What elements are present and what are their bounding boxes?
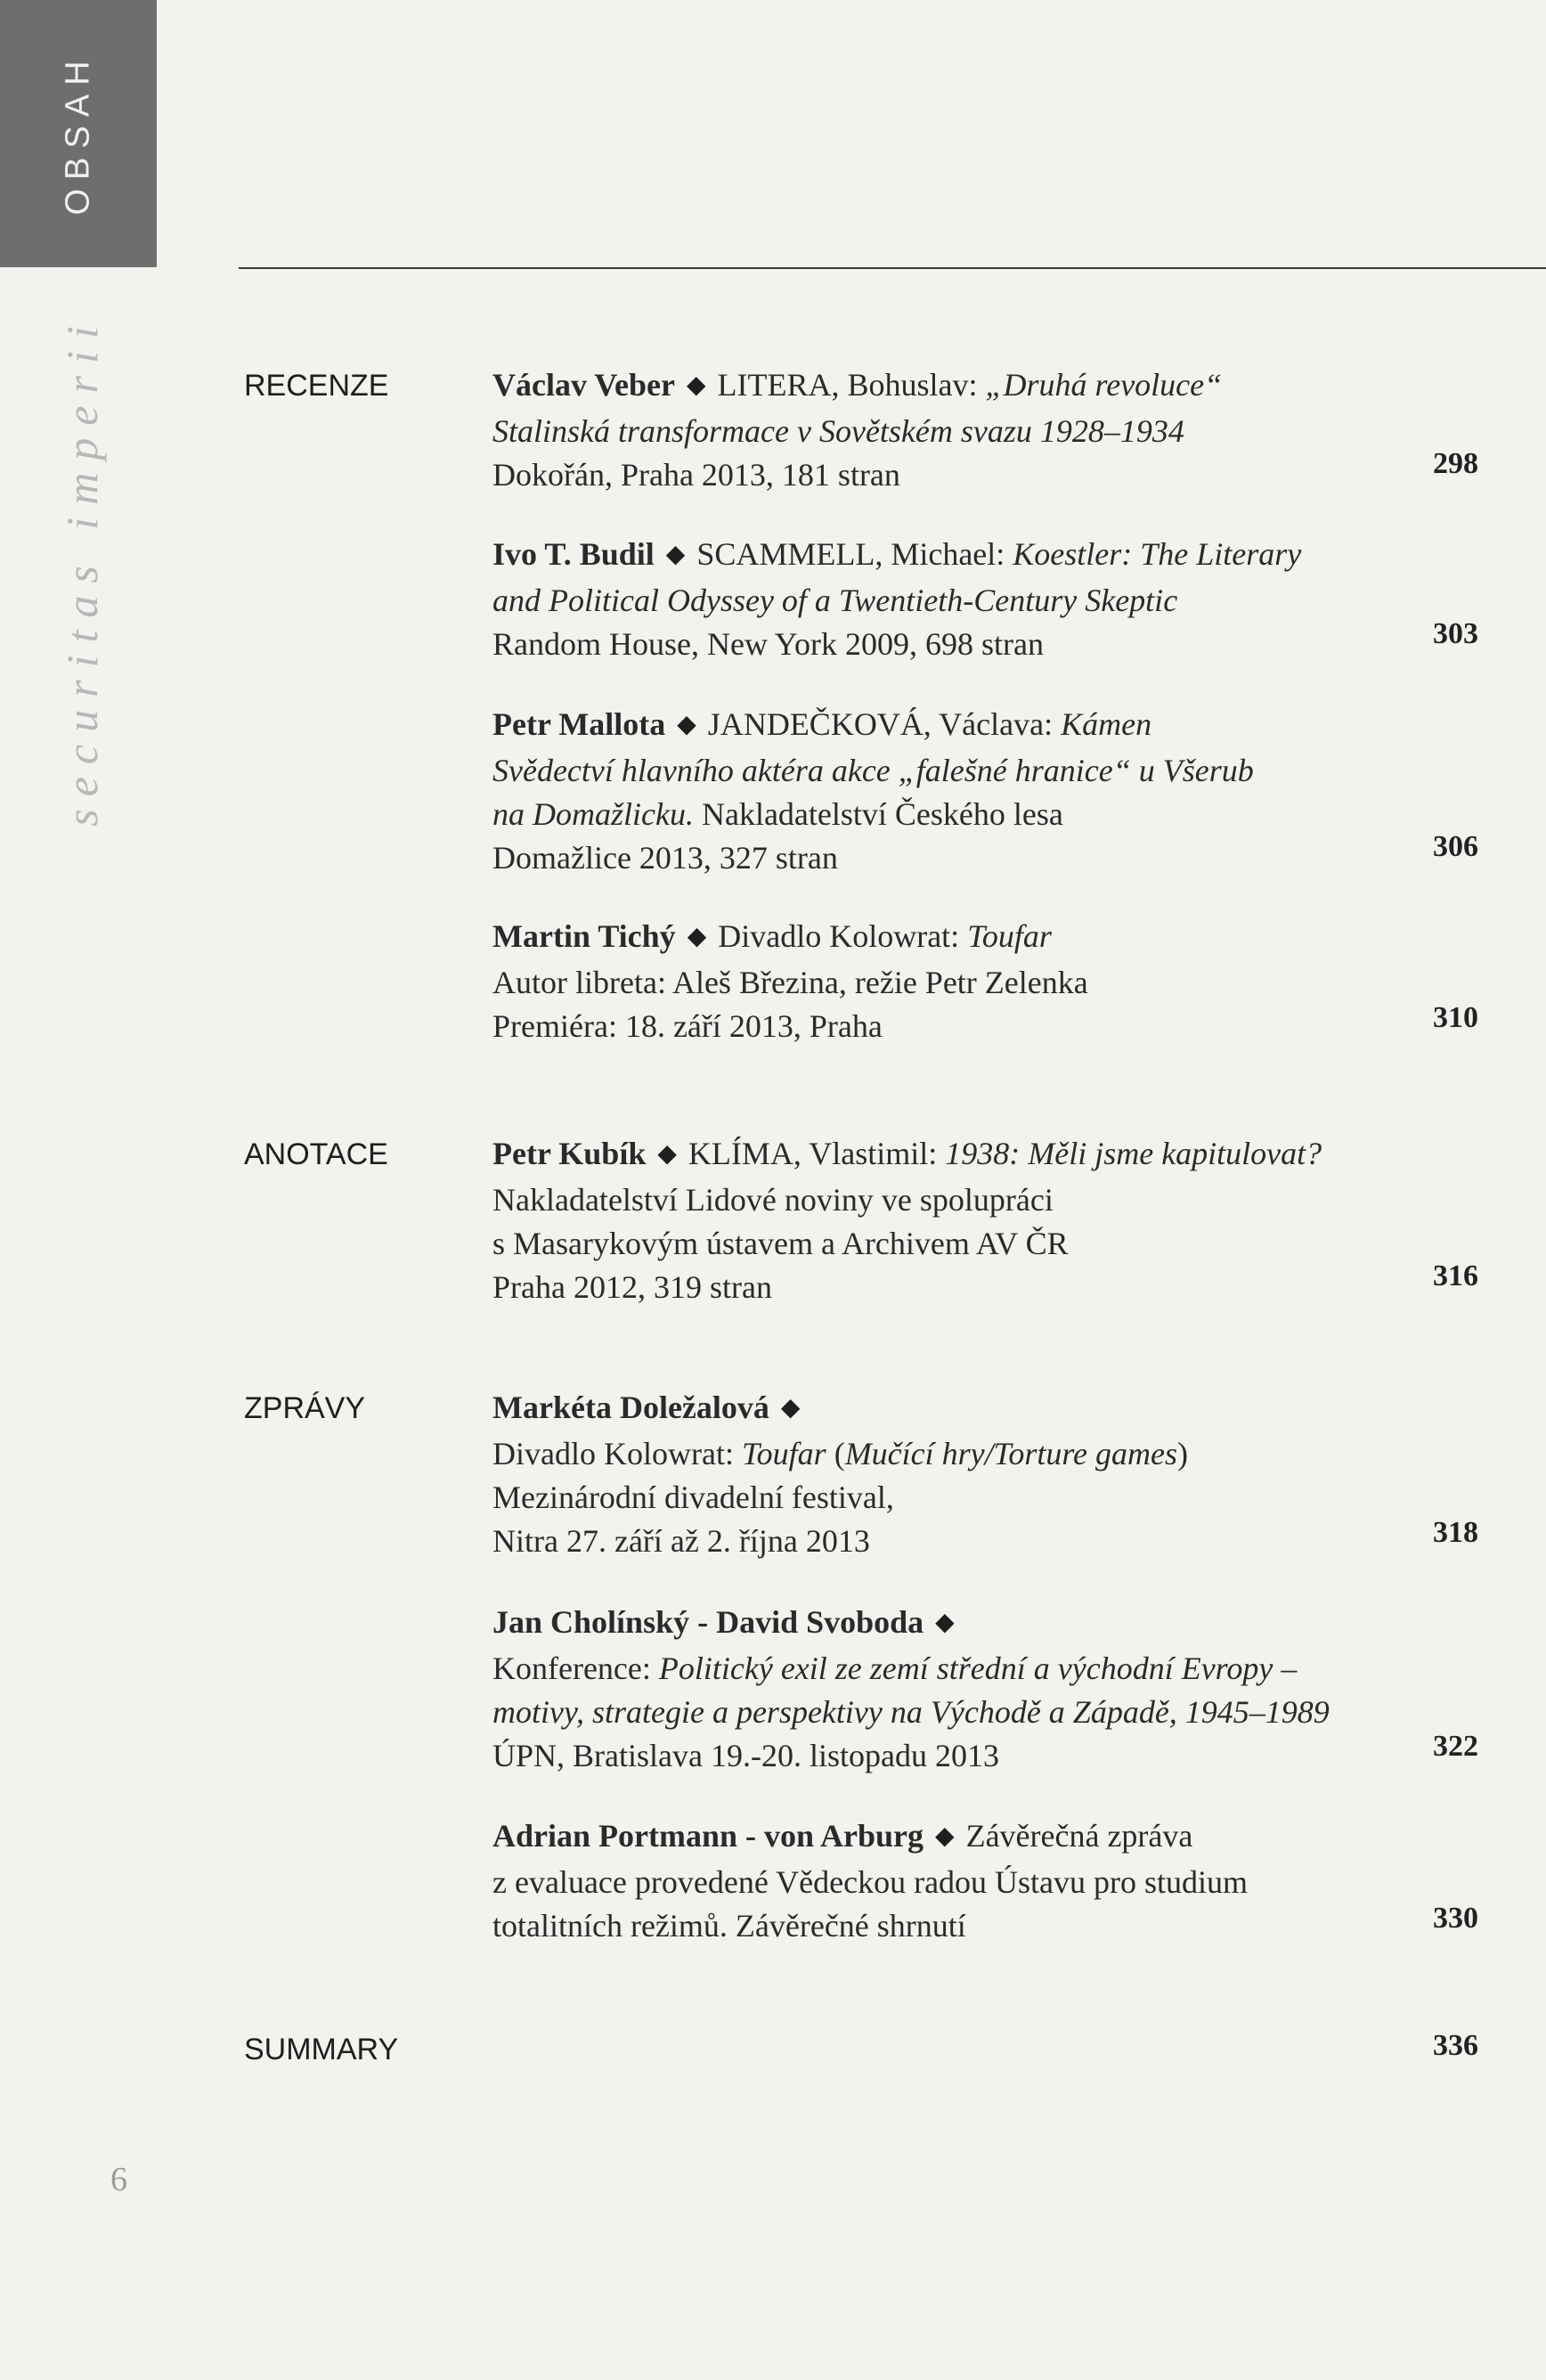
section-tab: [0, 0, 157, 267]
entry-title: Koestler: The Literary: [1013, 536, 1302, 572]
entry-title: „Druhá revoluce“: [985, 367, 1223, 403]
entry-author: Ivo T. Budil: [492, 536, 655, 572]
section-recenze: RECENZE: [244, 369, 389, 403]
entry-publisher: Praha 2012, 319 stran: [492, 1269, 772, 1305]
page-number: 306: [1433, 830, 1478, 863]
toc-entry[interactable]: [492, 703, 1383, 880]
entry-text: Autor libreta: Aleš Březina, režie Petr Zelenka: [492, 965, 1088, 1000]
entry-text: Nitra 27. září až 2. října 2013: [492, 1523, 870, 1559]
toc-entry[interactable]: [492, 915, 1383, 1048]
toc-entry[interactable]: [492, 363, 1383, 497]
section-zpravy: ZPRÁVY: [244, 1391, 366, 1425]
entry-title: Politický exil ze zemí střední a východní Evropy –: [658, 1651, 1298, 1686]
tab-label: OBSAH: [59, 52, 97, 216]
entry-text: totalitních režimů. Závěrečné shrnutí: [492, 1908, 966, 1944]
entry-text: (: [826, 1436, 845, 1471]
entry-publisher: Random House, New York 2009, 698 stran: [492, 626, 1044, 662]
entry-publisher: Domažlice 2013, 327 stran: [492, 840, 838, 876]
entry-text: JANDEČKOVÁ, Václava:: [707, 706, 1062, 742]
entry-title: Stalinská transformace v Sovětském svazu 1928–1934: [492, 413, 1184, 449]
diamond-icon: ◆: [780, 1394, 801, 1422]
entry-title: na Domažlicku.: [492, 796, 694, 832]
entry-author: Jan Cholínský - David Svoboda: [492, 1604, 924, 1640]
entry-title: Toufar: [741, 1436, 826, 1471]
page-number: 298: [1433, 447, 1478, 480]
entry-text: Mezinárodní divadelní festival,: [492, 1479, 894, 1515]
entry-text: Divadlo Kolowrat:: [718, 918, 968, 954]
page-number: 330: [1433, 1902, 1478, 1935]
entry-author: Adrian Portmann - von Arburg: [492, 1818, 924, 1854]
toc-entry[interactable]: [492, 533, 1383, 666]
entry-text: SCAMMELL, Michael:: [696, 536, 1013, 572]
entry-author: Petr Kubík: [492, 1136, 647, 1171]
toc-entry[interactable]: [492, 1132, 1383, 1309]
entry-text: z evaluace provedené Vědeckou radou Ústavu pro studium: [492, 1864, 1249, 1900]
toc-entry[interactable]: [492, 1386, 1383, 1563]
entry-text: KLÍMA, Vlastimil:: [688, 1136, 946, 1171]
diamond-icon: ◆: [686, 371, 706, 399]
toc-entry[interactable]: [492, 1814, 1383, 1948]
entry-publisher: Nakladatelství Českého lesa: [693, 796, 1063, 832]
entry-title: and Political Odyssey of a Twentieth-Century Skeptic: [492, 583, 1178, 618]
entry-publisher: Nakladatelství Lidové noviny ve spolupráci: [492, 1182, 1054, 1218]
page-number: 322: [1433, 1730, 1478, 1763]
diamond-icon: ◆: [935, 1609, 955, 1636]
toc-entry[interactable]: [492, 1601, 1383, 1778]
entry-text: ): [1177, 1436, 1188, 1471]
page-number: 310: [1433, 1001, 1478, 1034]
entry-author: Petr Mallota: [492, 706, 666, 742]
diamond-icon: ◆: [935, 1822, 955, 1850]
entry-author: Markéta Doležalová: [492, 1390, 769, 1425]
entry-text: ÚPN, Bratislava 19.-20. listopadu 2013: [492, 1738, 999, 1773]
entry-title: Kámen: [1061, 706, 1152, 742]
entry-title: Toufar: [967, 918, 1052, 954]
entry-author: Martin Tichý: [492, 918, 676, 954]
page-number: 316: [1433, 1259, 1478, 1292]
entry-text: LITERA, Bohuslav:: [717, 367, 986, 403]
entry-title: motivy, strategie a perspektivy na Východě a Západě, 1945–1989: [492, 1694, 1330, 1730]
header-rule: [239, 267, 1546, 269]
entry-title: 1938: Měli jsme kapitulovat?: [945, 1136, 1322, 1171]
journal-title: securitas imperii: [57, 314, 107, 827]
diamond-icon: ◆: [677, 711, 696, 738]
entry-author: Václav Veber: [492, 367, 675, 403]
entry-text: Závěrečná zpráva: [965, 1818, 1193, 1854]
section-anotace: ANOTACE: [244, 1137, 388, 1171]
diamond-icon: ◆: [657, 1140, 677, 1168]
diamond-icon: ◆: [687, 923, 707, 950]
page-folio: 6: [110, 2161, 127, 2198]
diamond-icon: ◆: [665, 541, 686, 568]
page-number: 318: [1433, 1516, 1478, 1549]
entry-title: Mučící hry/Torture games: [844, 1436, 1177, 1471]
entry-text: Konference:: [492, 1651, 659, 1686]
entry-text: Premiéra: 18. září 2013, Praha: [492, 1008, 883, 1044]
entry-publisher: Dokořán, Praha 2013, 181 stran: [492, 457, 900, 493]
page-number: 336: [1433, 2029, 1478, 2062]
entry-title: Svědectví hlavního aktéra akce „falešné hranice“ u Všerub: [492, 753, 1254, 788]
entry-publisher: s Masarykovým ústavem a Archivem AV ČR: [492, 1226, 1069, 1261]
page-number: 303: [1433, 617, 1478, 650]
entry-text: Divadlo Kolowrat:: [492, 1436, 742, 1471]
section-summary: SUMMARY: [244, 2033, 399, 2066]
